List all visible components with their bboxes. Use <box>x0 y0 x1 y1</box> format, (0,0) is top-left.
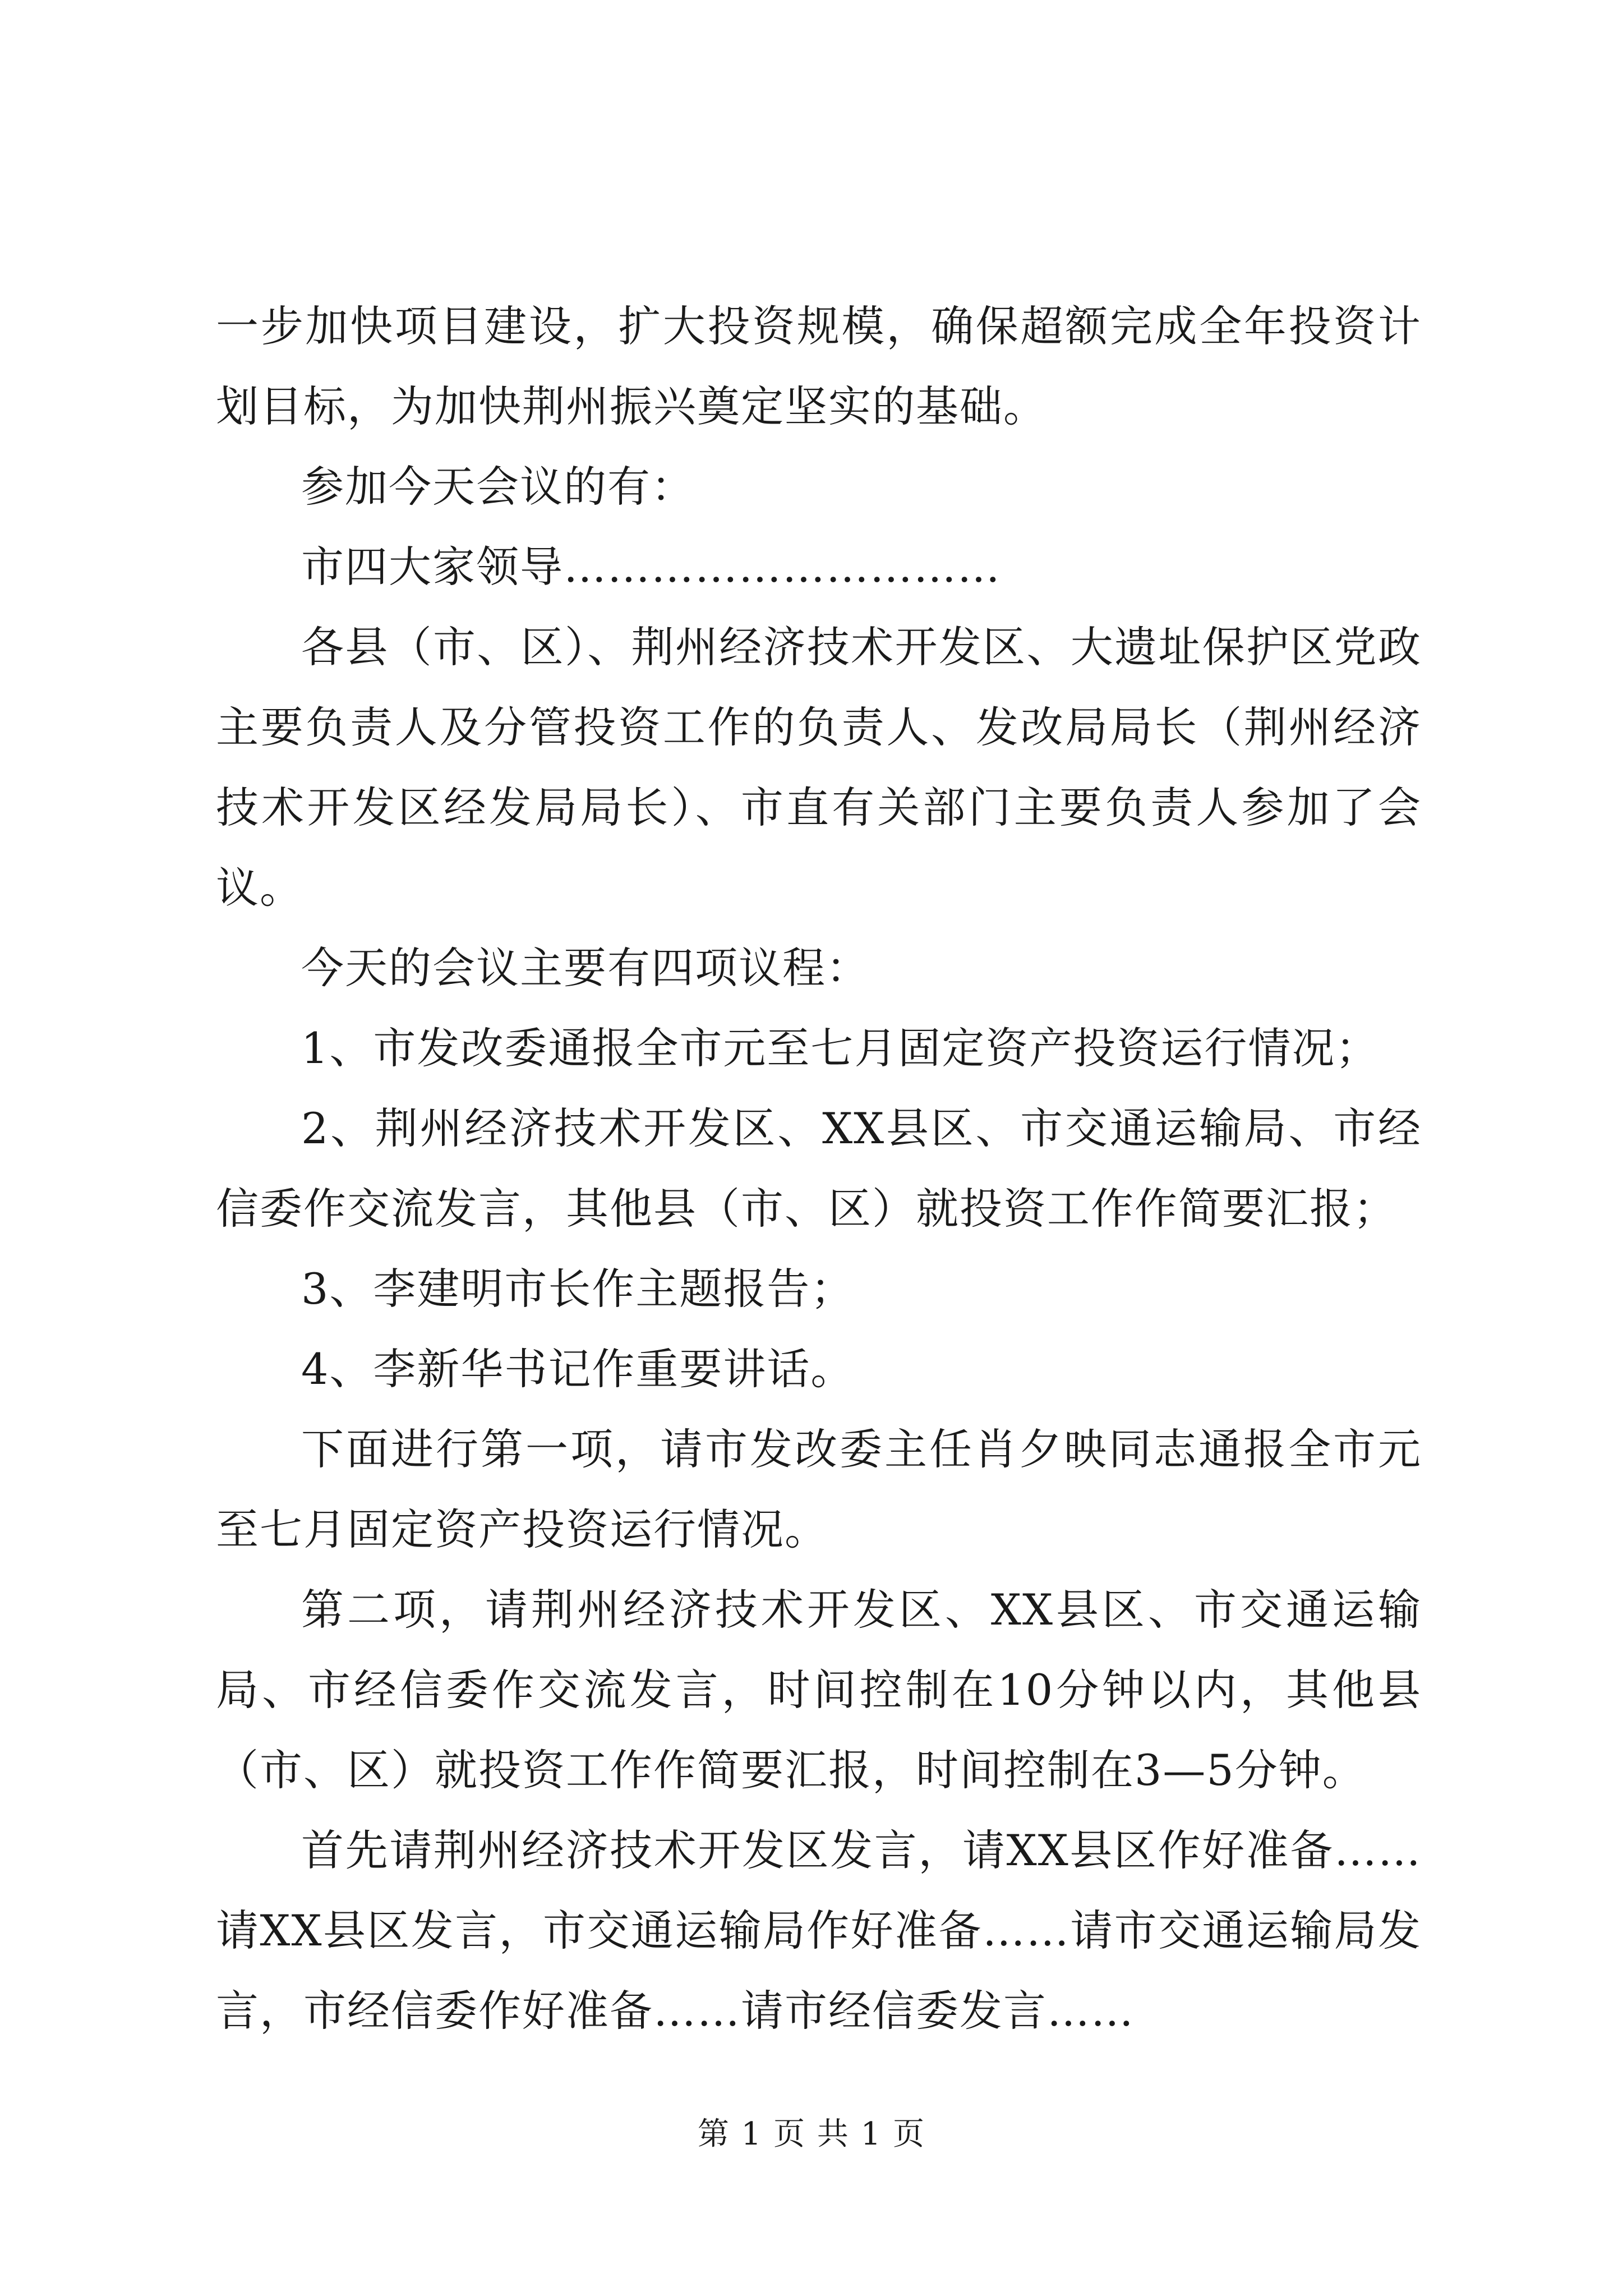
paragraph-item-one: 下面进行第一项，请市发改委主任肖夕映同志通报全市元至七月固定资产投资运行情况。 <box>216 1424 1422 1554</box>
paragraph-speaking-order: 首先请荆州经济技术开发区发言，请XX县区作好准备……请XX县区发言，市交通运输局作好准备……请市交通运输局发言，市经信委作好准备……请市经信委发言…… <box>216 1825 1422 2036</box>
paragraph-agenda-intro: 今天的会议主要有四项议程： <box>301 943 870 993</box>
agenda-item-4: 4、李新华书记作重要讲话。 <box>301 1344 855 1394</box>
page-number-footer: 第 1 页 共 1 页 <box>697 2116 926 2152</box>
paragraph-city-leaders: 市四大家领导………………………… <box>301 542 1001 592</box>
agenda-item-1: 1、市发改委通报全市元至七月固定资产投资运行情况； <box>301 1023 1380 1073</box>
paragraph-attendees-intro: 参加今天会议的有： <box>301 462 695 512</box>
paragraph-continuation: 一步加快项目建设，扩大投资规模，确保超额完成全年投资计划目标，为加快荆州振兴奠定坚实的基础。 <box>216 301 1422 431</box>
paragraph-participants: 各县（市、区）、荆州经济技术开发区、大遗址保护区党政主要负责人及分管投资工作的负责人、发改局局长（荆州经济技术开发区经发局局长）、市直有关部门主要负责人参加了会议。 <box>216 622 1422 913</box>
agenda-item-2: 2、荆州经济技术开发区、XX县区、市交通运输局、市经信委作交流发言，其他县（市、区）就投资工作作简要汇报； <box>216 1103 1422 1234</box>
agenda-item-3: 3、李建明市长作主题报告； <box>301 1264 855 1314</box>
document-body <box>216 286 1422 2051</box>
paragraph-item-two: 第二项，请荆州经济技术开发区、XX县区、市交通运输局、市经信委作交流发言，时间控制在10分钟以内，其他县（市、区）就投资工作作简要汇报，时间控制在3—5分钟。 <box>216 1585 1422 1795</box>
